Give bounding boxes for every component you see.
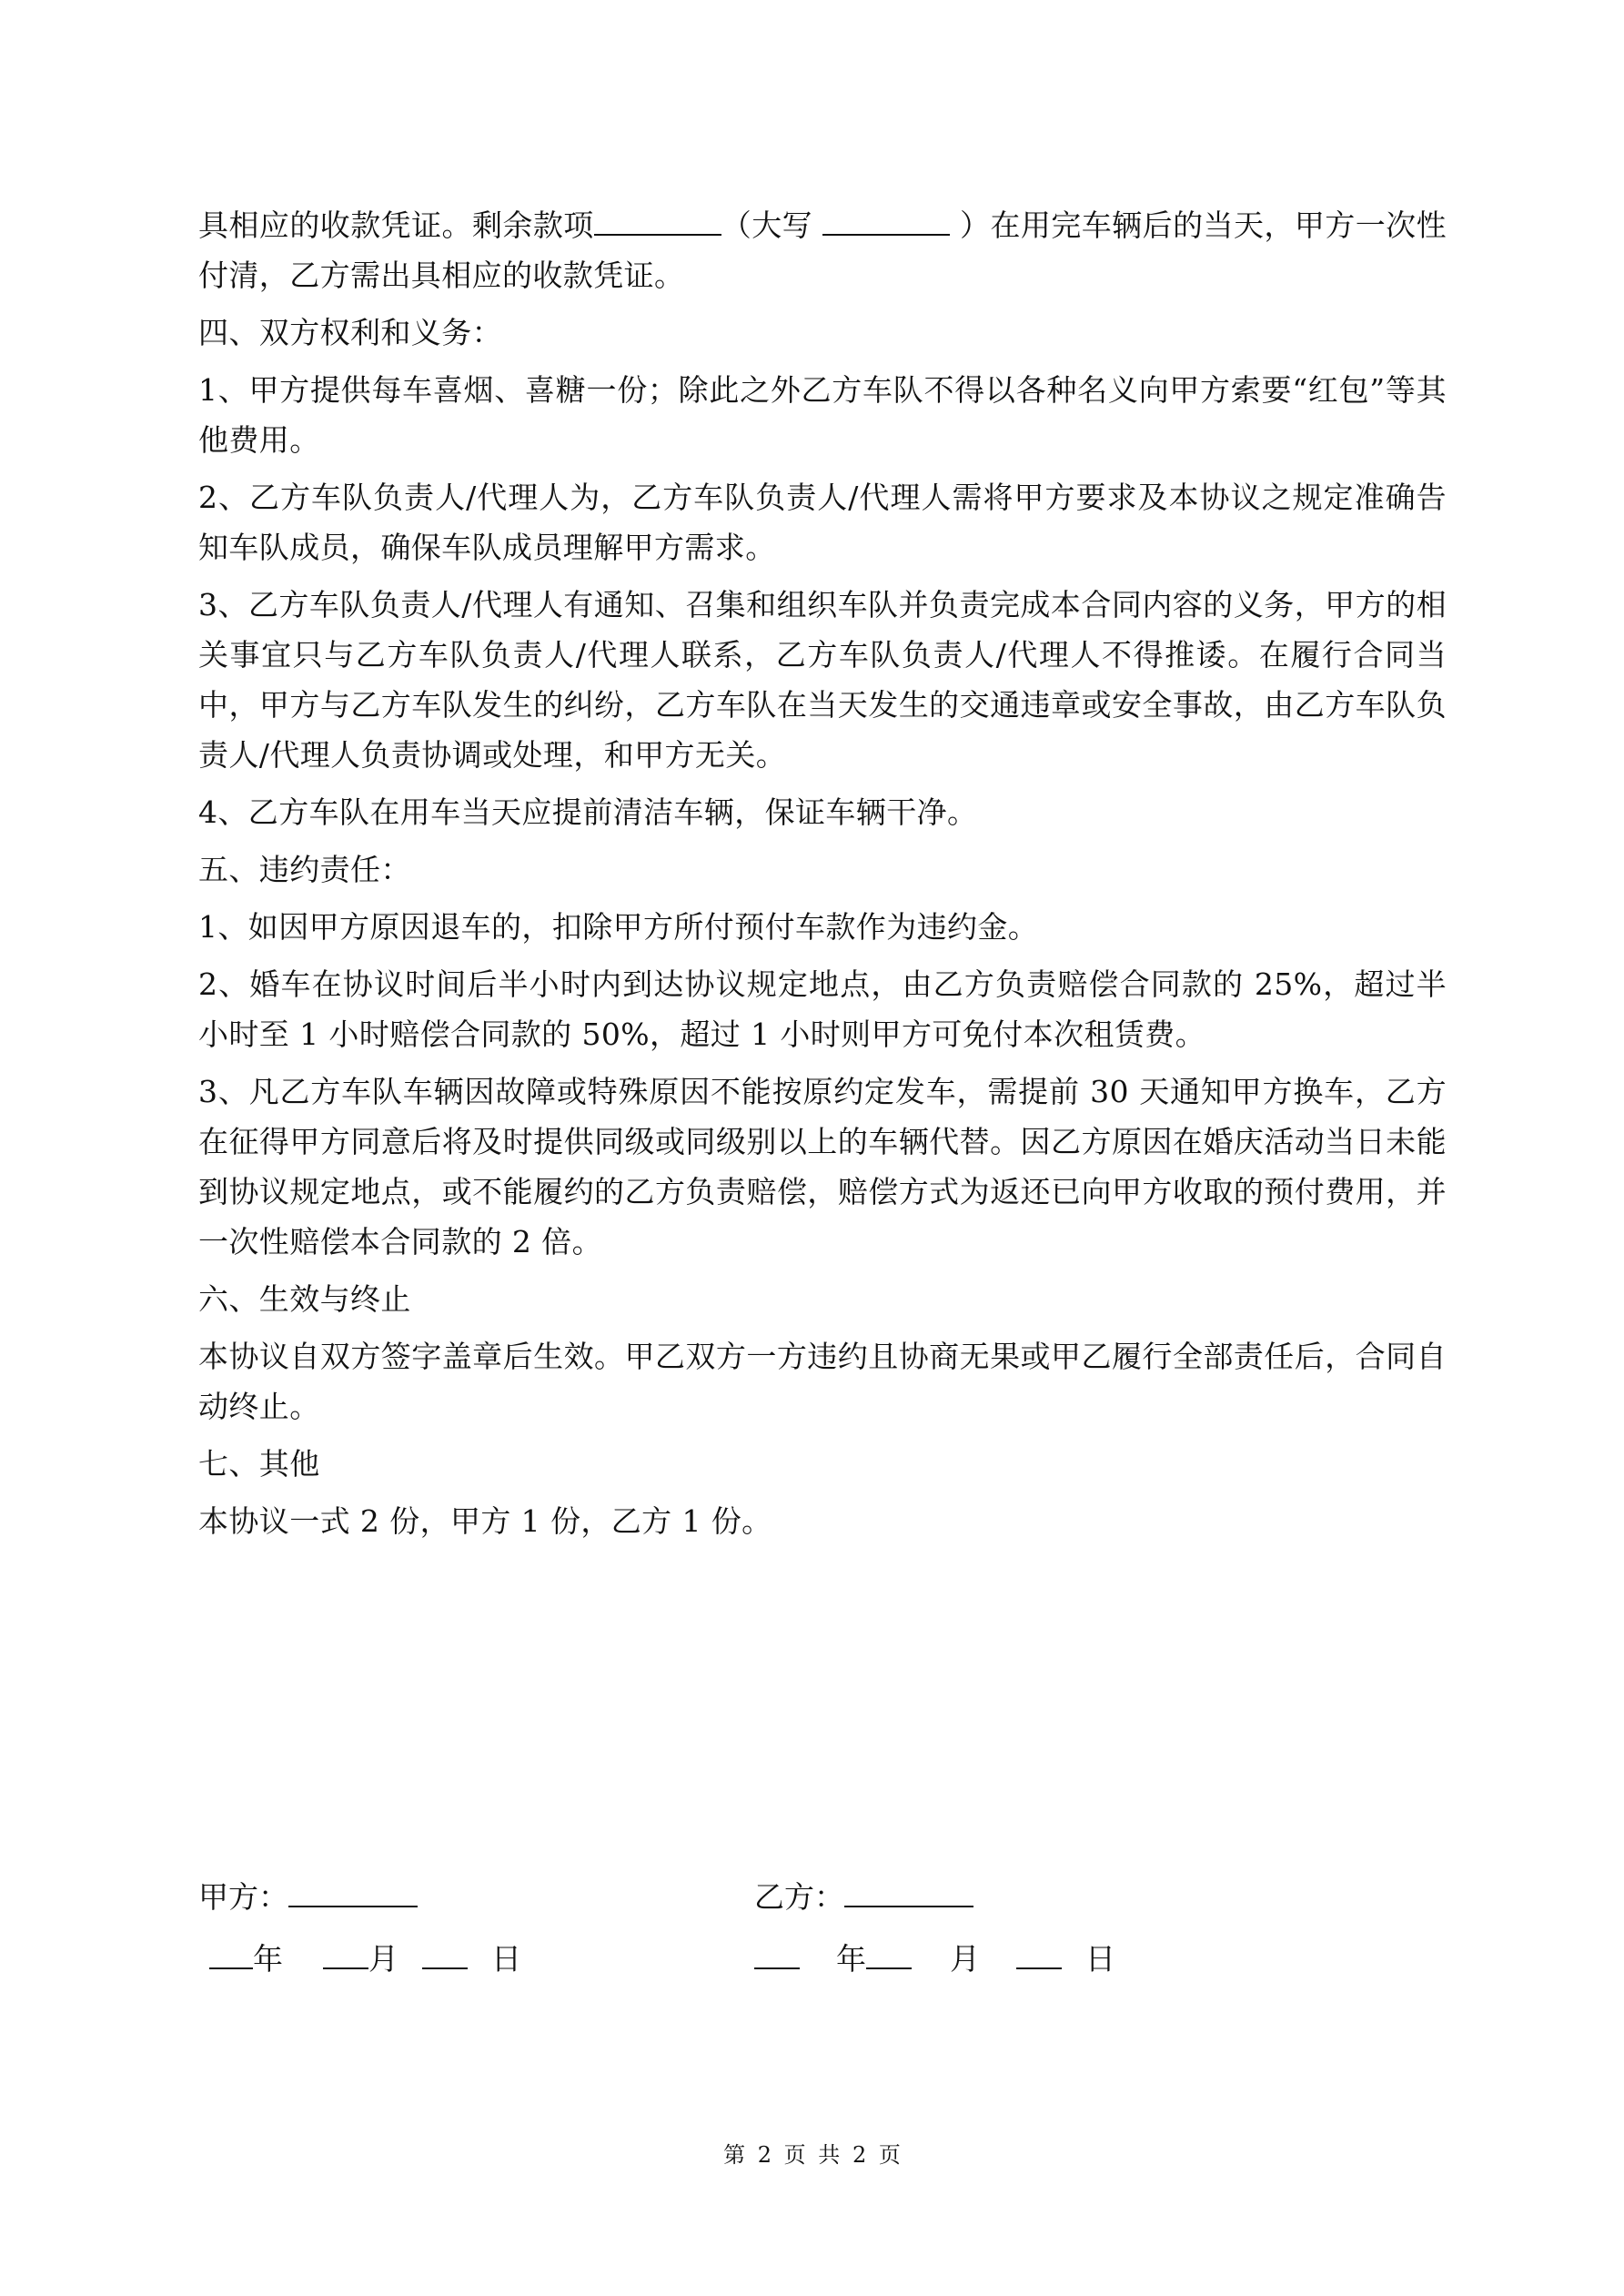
party-a-day-label: 日 <box>491 1941 521 1977</box>
paragraph-text: 2、婚车在协议时间后半小时内到达协议规定地点，由乙方负责赔偿合同款的 25%，超过半小时至 1 小时赔偿合同款的 50%，超过 1 小时则甲方可免付本次租赁费。 <box>198 966 1447 1052</box>
paragraph-text: 4、乙方车队在用车当天应提前清洁车辆，保证车辆干净。 <box>198 794 978 830</box>
party-b-day-blank <box>1016 1942 1062 1969</box>
page-number: 第 2 页 共 2 页 <box>723 2142 901 2168</box>
party-a-signature-blank <box>288 1880 418 1907</box>
party-a-label: 甲方： <box>198 1879 288 1915</box>
paragraph-text: 2、乙方车队负责人/代理人为，乙方车队负责人/代理人需将甲方要求及本协议之规定准确告知车队成员，确保车队成员理解甲方需求。 <box>198 480 1447 565</box>
party-b-line <box>754 1879 973 1916</box>
party-b-day-label: 日 <box>1085 1941 1115 1977</box>
paragraph-s6p1 <box>198 1331 1447 1431</box>
paragraph-text: 四、双方权利和义务： <box>198 315 502 350</box>
party-a-month-label: 月 <box>368 1941 398 1977</box>
paragraph-s4p1 <box>198 365 1447 465</box>
paragraph-s6 <box>198 1274 1447 1324</box>
party-a-line <box>198 1879 418 1916</box>
paragraph-p1a <box>198 200 1447 300</box>
party-a-day-blank <box>422 1942 468 1969</box>
contract-body <box>198 200 1447 1553</box>
paragraph-text: 具相应的收款凭证。剩余款项 <box>198 207 594 243</box>
paragraph-s4 <box>198 308 1447 358</box>
fill-in-blank <box>822 208 950 236</box>
paragraph-text: 本协议自双方签字盖章后生效。甲乙双方一方违约且协商无果或甲乙履行全部责任后，合同自动终止。 <box>198 1339 1447 1424</box>
paragraph-text: 1、甲方提供每车喜烟、喜糖一份；除此之外乙方车队不得以各种名义向甲方索要“红包”等其他费用。 <box>198 372 1447 458</box>
party-a-year-label: 年 <box>253 1941 283 1977</box>
paragraph-s4p3 <box>198 580 1447 780</box>
party-a-year-blank <box>209 1942 253 1969</box>
paragraph-text: 七、其他 <box>198 1446 320 1482</box>
paragraph-text: 3、乙方车队负责人/代理人有通知、召集和组织车队并负责完成本合同内容的义务，甲方的相关事宜只与乙方车队负责人/代理人联系，乙方车队负责人/代理人不得推诿。在履行合同当中，甲方与乙方车队发生的纠纷，乙方车队在当天发生的交通违章或安全事故，由乙方车队负责人/代理人负责协调或处理，和甲方无关。 <box>198 587 1447 773</box>
party-b-year-blank <box>754 1942 800 1969</box>
paragraph-text: 3、凡乙方车队车辆因故障或特殊原因不能按原约定发车，需提前 30 天通知甲方换车，乙方在征得甲方同意后将及时提供同级或同级别以上的车辆代替。因乙方原因在婚庆活动当日未能到协议规定地点，或不能履约的乙方负责赔偿，赔偿方式为返还已向甲方收取的预付费用，并一次性赔偿本合同款的 2 倍。 <box>198 1074 1447 1259</box>
party-b-date-line <box>754 1941 1115 1977</box>
party-a-date-line <box>209 1941 521 1977</box>
party-b-signature-blank <box>844 1880 973 1907</box>
party-b-month-label: 月 <box>950 1941 980 1977</box>
paragraph-s5p2 <box>198 959 1447 1059</box>
paragraph-s5p1 <box>198 902 1447 952</box>
party-b-year-label: 年 <box>836 1941 866 1977</box>
party-a-month-blank <box>323 1942 368 1969</box>
paragraph-s7p1 <box>198 1496 1447 1546</box>
paragraph-text: 1、如因甲方原因退车的，扣除甲方所付预付车款作为违约金。 <box>198 909 1039 945</box>
paragraph-text: 本协议一式 2 份，甲方 1 份，乙方 1 份。 <box>198 1503 772 1539</box>
paragraph-text: （大写 <box>721 207 823 243</box>
party-b-month-blank <box>866 1942 912 1969</box>
paragraph-text: 六、生效与终止 <box>198 1281 411 1317</box>
paragraph-s7 <box>198 1439 1447 1489</box>
fill-in-blank <box>594 208 721 236</box>
paragraph-s4p4 <box>198 787 1447 837</box>
paragraph-s5p3 <box>198 1067 1447 1267</box>
party-b-label: 乙方： <box>754 1879 844 1915</box>
paragraph-text: 五、违约责任： <box>198 852 411 887</box>
paragraph-s4p2 <box>198 472 1447 572</box>
paragraph-text: ）在用完车辆后的当天，甲方一次性付清，乙方需出具相应的收款凭证。 <box>198 207 1447 293</box>
paragraph-s5 <box>198 845 1447 895</box>
